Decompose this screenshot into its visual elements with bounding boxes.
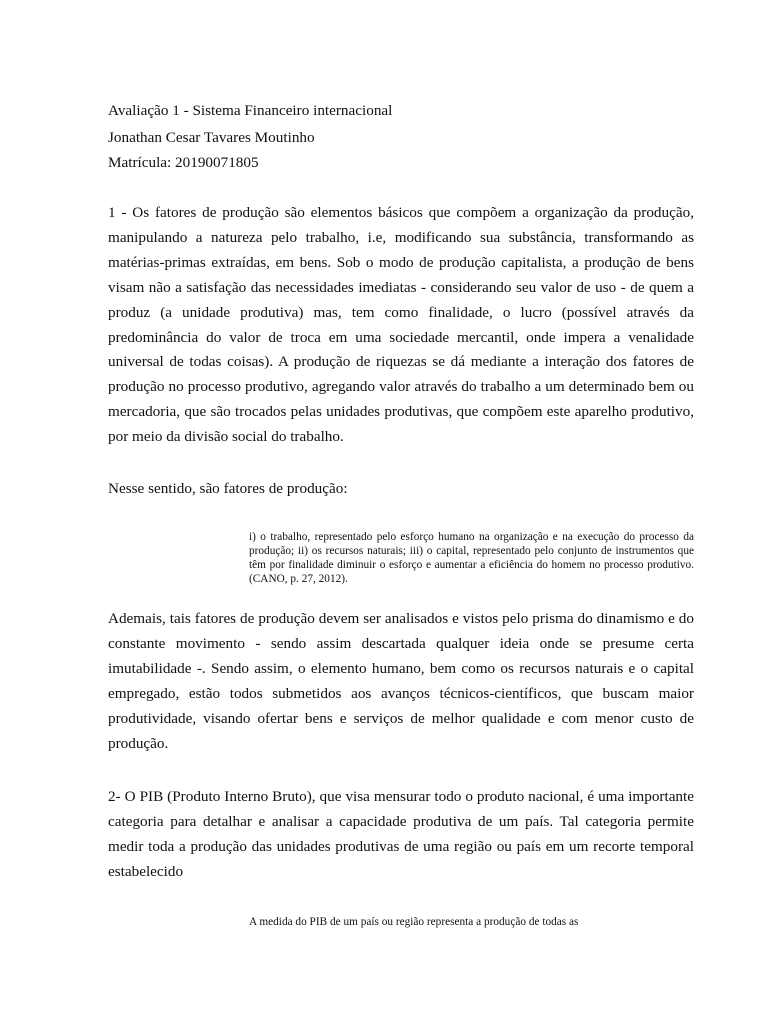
student-name: Jonathan Cesar Tavares Moutinho [108, 129, 315, 146]
document-title: Avaliação 1 - Sistema Financeiro internacional [108, 102, 393, 119]
block-quote-pib: A medida do PIB de um país ou região representa a produção de todas as [249, 916, 579, 928]
question-1-paragraph: 1 - Os fatores de produção são elementos básicos que compõem a organização da produção, manipulando a natureza pelo trabalho, i.e, modificando sua substância, transformando as matérias-primas extraídas, em bens. Sob o modo de produção capitalista, a produção de bens visam não a satisfação das necessidades imediatas - considerando seu valor de uso - de quem a produz (a unidade produtiva) mas, tem como finalidade, o lucro (possível através da predominância do valor de troca em uma sociedade mercantil, onde impera a venalidade universal de todas coisas). A produção de riquezas se dá mediante a interação dos fatores de produção no processo produtivo, agregando valor através do trabalho a um determinado bem ou mercadoria, que são trocados pelas unidades produtivas, que compõem este aparelho produtivo, por meio da divisão social do trabalho. [108, 204, 694, 446]
factors-intro: Nesse sentido, são fatores de produção: [108, 480, 348, 497]
registration-number: Matrícula: 20190071805 [108, 154, 259, 171]
block-quote-cano: i) o trabalho, representado pelo esforço humano na organização e na execução do processo da produção; ii) os recursos naturais; iii) o capital, representado pelo conjunto de instrumentos que têm por finalidade diminuir o esforço e aumentar a eficiência do homem no processo produtivo. (CANO, p. 27, 2012). [249, 531, 694, 585]
question-2-paragraph: 2- O PIB (Produto Interno Bruto), que visa mensurar todo o produto nacional, é uma importante categoria para detalhar e analisar a capacidade produtiva de um país. Tal categoria permite medir toda a produção das unidades produtivas de uma região ou país em um recorte temporal estabelecido [108, 788, 694, 880]
analysis-paragraph: Ademais, tais fatores de produção devem ser analisados e vistos pelo prisma do dinamismo e do constante movimento - sendo assim descartada qualquer ideia onde se presume certa imutabilidade -. Sendo assim, o elemento humano, bem como os recursos naturais e o capital empregado, estão todos submetidos aos avanços técnicos-científicos, que buscam maior produtividade, visando ofertar bens e serviços de melhor qualidade e com menor custo de produção. [108, 610, 694, 752]
